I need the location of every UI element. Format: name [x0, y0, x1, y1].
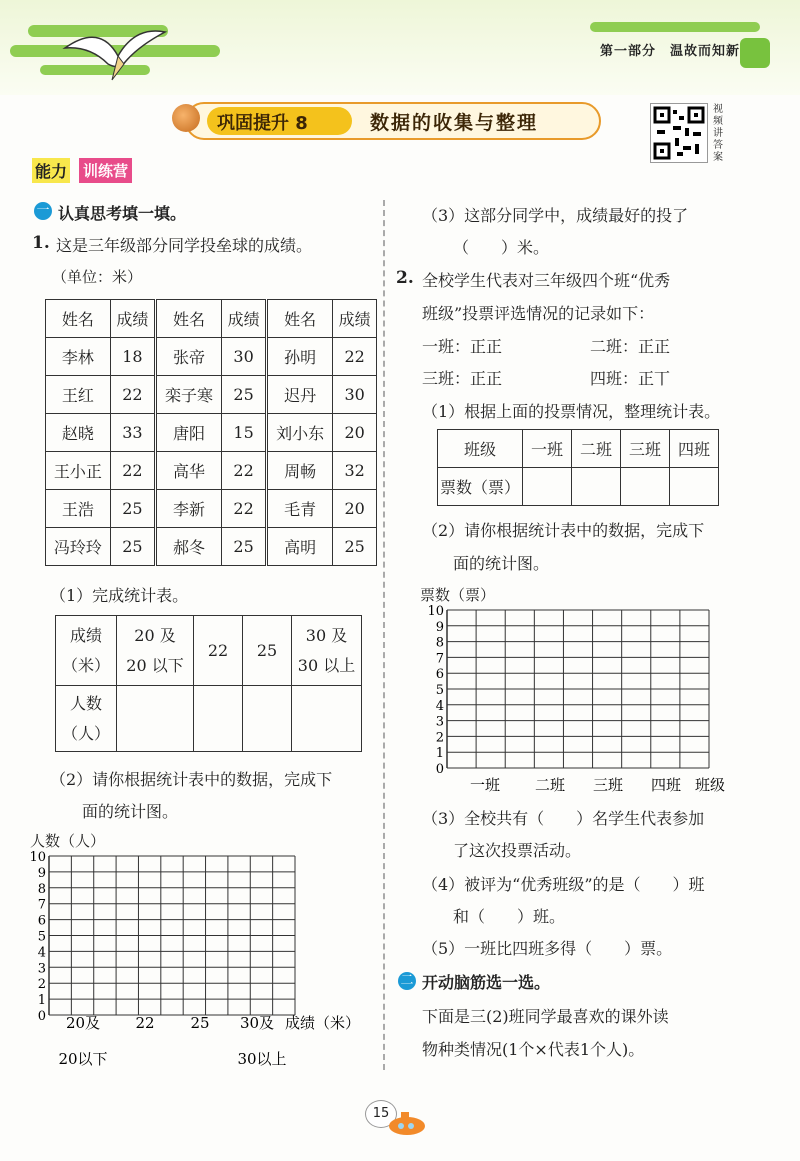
table-cell: 25 — [110, 490, 155, 528]
blank-answer-cell[interactable] — [523, 468, 572, 506]
q1-sub2-line1: （2）请你根据统计表中的数据，完成下 — [50, 770, 333, 789]
table-cell: 高明 — [267, 528, 333, 566]
header-cell: 姓名 — [155, 300, 221, 338]
y-tick-label: 7 — [37, 897, 46, 913]
y-tick-label: 8 — [435, 635, 444, 651]
table-cell: 张帝 — [155, 338, 221, 376]
q2-sub4-line2: 和（ ）班。 — [453, 907, 566, 926]
table-cell: 王红 — [46, 376, 111, 414]
table-cell: 33 — [110, 414, 155, 452]
table-cell: 栾子寒 — [155, 376, 221, 414]
q1-sub3-line2: （ ）米。 — [453, 238, 550, 257]
x-axis-label: 班级 — [695, 776, 726, 794]
x-category-label: 20及 — [65, 1014, 101, 1032]
vote-class-label: 三班： — [422, 369, 471, 388]
q1-blank-chart — [25, 848, 380, 1078]
y-tick-label: 6 — [435, 667, 444, 683]
shell-icon — [172, 104, 200, 132]
header-cell: 成绩 — [222, 300, 267, 338]
stat-label-line: 成绩 — [69, 625, 102, 645]
x-category-label: 30及 — [239, 1014, 275, 1032]
stat-label-line: （人） — [61, 723, 110, 743]
lesson-title-banner — [185, 102, 601, 140]
y-tick-label: 1 — [37, 993, 46, 1009]
vote-class-label: 一班： — [422, 337, 471, 356]
q1-number: 1. — [32, 233, 50, 253]
stat-header-line: 20 及 — [134, 625, 176, 645]
table-cell: 25 — [110, 528, 155, 566]
x-category-label: 一班 — [469, 776, 501, 794]
y-tick-label: 2 — [37, 977, 46, 993]
q2-blank-chart — [415, 602, 780, 802]
table-cell: 刘小东 — [267, 414, 333, 452]
stat-header-line: 30 以上 — [297, 655, 356, 675]
y-tick-label: 10 — [427, 604, 444, 619]
header-wave — [740, 38, 770, 68]
vote-record — [590, 366, 670, 389]
table-cell: 25 — [333, 528, 377, 566]
table-cell: 22 — [222, 452, 267, 490]
table-header-cell: 二班 — [572, 430, 621, 468]
q1-sub1: （1）完成统计表。 — [50, 586, 189, 605]
stat-row-label — [56, 616, 117, 686]
vote-record — [590, 334, 670, 357]
stat-col-header — [292, 616, 362, 686]
stat-col-header: 25 — [243, 616, 292, 686]
blank-answer-cell[interactable] — [670, 468, 719, 506]
q1-sub3-line1: （3）这部分同学中，成绩最好的投了 — [422, 206, 689, 225]
y-tick-label: 4 — [37, 945, 46, 961]
q2-line2: 班级”投票评选情况的记录如下： — [422, 304, 655, 323]
table-cell: 唐阳 — [155, 414, 221, 452]
tally-marks: 正正 — [638, 337, 671, 356]
x-category-label: 三班 — [592, 776, 624, 794]
x-category-label: 四班 — [650, 776, 682, 794]
table-cell: 30 — [333, 376, 377, 414]
ability-label: 能力 — [32, 158, 70, 183]
x-axis-label: 成绩（米） — [285, 1014, 361, 1032]
table-cell: 25 — [222, 528, 267, 566]
section2-title: 开动脑筋选一选。 — [422, 973, 551, 992]
blank-answer-cell[interactable] — [117, 686, 194, 752]
q2-chart-ylabel: 票数（票） — [420, 586, 496, 604]
x-category-label: 25 — [190, 1014, 210, 1032]
q2-sub3-line2: 了这次投票活动。 — [453, 841, 582, 860]
q2-line1: 全校学生代表对三年级四个班“优秀 — [422, 271, 671, 290]
vote-record — [422, 366, 502, 389]
y-tick-label: 10 — [29, 850, 46, 865]
q1-sub2-line2: 面的统计图。 — [82, 802, 179, 821]
table-cell: 22 — [110, 452, 155, 490]
section2-line2: 物种类情况(1个×代表1个人)。 — [422, 1040, 645, 1059]
lesson-title: 数据的收集与整理 — [370, 112, 539, 134]
y-tick-label: 9 — [37, 865, 46, 881]
table-cell: 王小正 — [46, 452, 111, 490]
q2-stat-table — [437, 429, 719, 506]
table-cell: 迟丹 — [267, 376, 333, 414]
y-tick-label: 4 — [435, 698, 444, 714]
table-cell: 郝冬 — [155, 528, 221, 566]
table-cell: 22 — [222, 490, 267, 528]
table-cell: 李林 — [46, 338, 111, 376]
y-tick-label: 9 — [435, 619, 444, 635]
table-cell: 25 — [222, 376, 267, 414]
x-category-label: 30以上 — [237, 1050, 287, 1068]
column-divider — [383, 200, 385, 1070]
table-header-cell: 四班 — [670, 430, 719, 468]
table-cell: 王浩 — [46, 490, 111, 528]
y-tick-label: 7 — [435, 651, 444, 667]
table-cell: 20 — [333, 414, 377, 452]
training-label: 训练营 — [79, 158, 132, 183]
q2-number: 2. — [396, 268, 414, 288]
header-cell: 成绩 — [110, 300, 155, 338]
lesson-badge: 巩固提升 8 — [217, 113, 308, 134]
y-tick-label: 6 — [37, 913, 46, 929]
table-cell: 周畅 — [267, 452, 333, 490]
table-cell: 赵晓 — [46, 414, 111, 452]
blank-answer-cell[interactable] — [621, 468, 670, 506]
table-cell: 毛青 — [267, 490, 333, 528]
stat-header-line: 30 及 — [305, 625, 348, 645]
table-cell: 孙明 — [267, 338, 333, 376]
y-tick-label: 8 — [37, 881, 46, 897]
submarine-icon — [385, 1108, 431, 1138]
table-row-label: 票数（票） — [438, 468, 523, 506]
table-cell: 李新 — [155, 490, 221, 528]
x-category-label: 20以下 — [58, 1050, 108, 1068]
y-tick-label: 5 — [435, 683, 444, 698]
q1-chart-ylabel: 人数（人） — [30, 832, 106, 850]
tally-marks: 正正 — [470, 337, 503, 356]
section1-title: 认真思考填一填。 — [58, 204, 187, 223]
section1-badge: 一 — [34, 202, 52, 220]
table-header-cell: 一班 — [523, 430, 572, 468]
blank-answer-cell[interactable] — [243, 686, 292, 752]
y-tick-label: 5 — [37, 929, 46, 945]
table-cell: 18 — [110, 338, 155, 376]
table-cell: 20 — [333, 490, 377, 528]
blank-answer-cell[interactable] — [194, 686, 243, 752]
stat-header-line: 20 以下 — [126, 655, 184, 675]
table-cell: 22 — [333, 338, 377, 376]
q1-text: 这是三年级部分同学投垒球的成绩。 — [56, 236, 313, 255]
table-cell: 30 — [222, 338, 267, 376]
y-tick-label: 0 — [435, 762, 444, 777]
header-cell: 成绩 — [333, 300, 377, 338]
table-cell: 32 — [333, 452, 377, 490]
q2-sub2-line2: 面的统计图。 — [453, 554, 550, 573]
stat-col-header — [117, 616, 194, 686]
vote-class-label: 二班： — [590, 337, 639, 356]
vote-record — [422, 334, 502, 357]
q2-sub2-line1: （2）请你根据统计表中的数据，完成下 — [422, 521, 705, 540]
x-category-label: 二班 — [534, 776, 566, 794]
table-cell: 冯玲玲 — [46, 528, 111, 566]
qr-code-icon[interactable] — [650, 103, 708, 163]
table-cell: 15 — [222, 414, 267, 452]
table-header-cell: 班级 — [438, 430, 523, 468]
q1-unit: （单位：米） — [52, 268, 143, 286]
y-tick-label: 3 — [435, 714, 444, 730]
part-label: 第一部分 温故而知新 — [599, 44, 740, 59]
section2-line1: 下面是三(2)班同学最喜欢的课外读 — [422, 1007, 669, 1026]
header-cell: 姓名 — [46, 300, 111, 338]
blank-answer-cell[interactable] — [572, 468, 621, 506]
tally-marks: 正丅 — [638, 369, 671, 388]
table-cell: 22 — [110, 376, 155, 414]
scores-table — [45, 299, 377, 566]
qr-caption: 视频讲答案 — [713, 104, 723, 163]
header-wave — [590, 22, 760, 32]
tally-marks: 正正 — [470, 369, 503, 388]
y-tick-label: 3 — [37, 961, 46, 977]
q2-sub4-line1: （4）被评为“优秀班级”的是（ ）班 — [422, 875, 705, 894]
y-tick-label: 0 — [37, 1009, 46, 1024]
q2-sub5: （5）一班比四班多得（ ）票。 — [422, 939, 673, 958]
header-cell: 姓名 — [267, 300, 333, 338]
table-cell: 高华 — [155, 452, 221, 490]
q1-stat-table — [55, 615, 362, 752]
vote-class-label: 四班： — [590, 369, 639, 388]
stat-label-line: 人数 — [69, 693, 102, 713]
q2-sub3-line1: （3）全校共有（ ）名学生代表参加 — [422, 809, 705, 828]
seagull-icon — [60, 18, 170, 88]
stat-col-header: 22 — [194, 616, 243, 686]
y-tick-label: 2 — [435, 730, 444, 746]
y-tick-label: 1 — [435, 746, 444, 762]
x-category-label: 22 — [135, 1014, 155, 1032]
page-number: 15 — [365, 1100, 397, 1128]
stat-label-line: （米） — [61, 655, 110, 675]
stat-row-label — [56, 686, 117, 752]
table-header-cell: 三班 — [621, 430, 670, 468]
section2-badge: 二 — [398, 972, 416, 990]
q2-sub1: （1）根据上面的投票情况，整理统计表。 — [422, 402, 721, 421]
blank-answer-cell[interactable] — [292, 686, 362, 752]
